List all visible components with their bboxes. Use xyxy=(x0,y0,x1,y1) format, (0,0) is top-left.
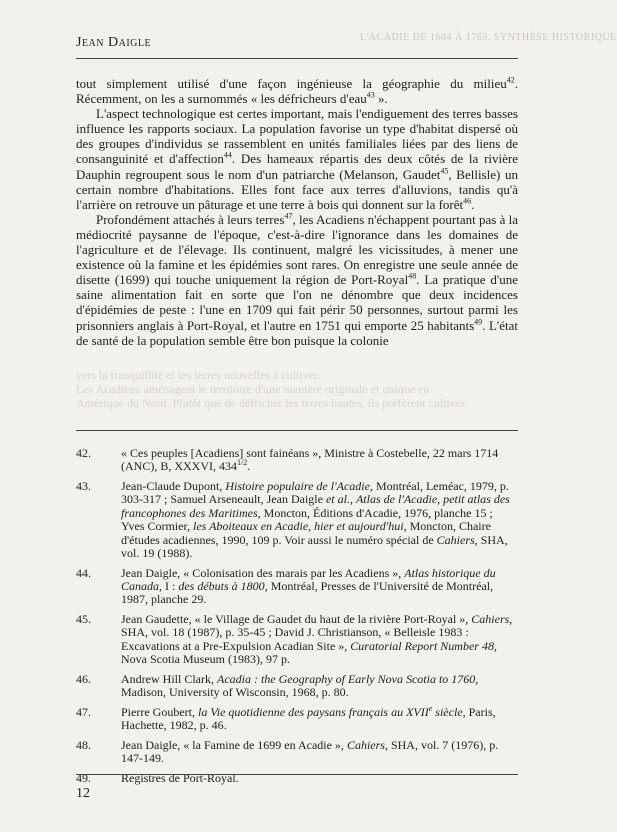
main-text xyxy=(76,76,518,348)
footnote-number: 43. xyxy=(76,479,91,493)
text-run: . La pratique d'une saine alimentation fait en sorte que l'on ne dénombre que deux incidences d'épidémies de peste : l'une en 1709 qui fait périr 50 personnes, surtout parmi les prisonniers anglais à Port-Royal, et l'autre en 1751 qui emporte 25 habitants xyxy=(76,272,518,333)
footnote-ref: 47 xyxy=(284,211,293,221)
superscript: 1/2 xyxy=(237,458,248,468)
footer-rule xyxy=(76,774,518,775)
text-run: « Ces peuples [Acadiens] sont fainéans », Ministre à Costebelle, 22 mars 1714 (ANC), B, XXXVI, 434 xyxy=(121,446,499,474)
text-run: Acadia : the Geography of Early Nova Scotia to 1760 xyxy=(216,671,476,686)
running-head: Jean Daigle xyxy=(76,35,152,50)
text-run: les Aboiteaux en Acadie, hier et aujourd'hui xyxy=(192,519,404,534)
text-run: et al. xyxy=(325,492,350,507)
paragraph-1 xyxy=(76,76,518,106)
text-run: , Bellisle) un certain nombre d'habitations. Elles font face aux terres d'alluvions, tandis qu'à l'arrière on retrouve un pâturage et une terre à bois qui donnent sur la forêt xyxy=(76,166,519,212)
footnote-ref: 46 xyxy=(463,196,472,206)
text-run: , Madison, University of Wisconsin, 1968, p. 80. xyxy=(121,671,479,700)
text-run: Jean-Claude Dupont, xyxy=(121,479,226,493)
superscript: e xyxy=(428,703,433,713)
text-run: Pierre Goubert, xyxy=(121,704,198,719)
footnote-text xyxy=(121,447,518,474)
text-run: siècle xyxy=(432,704,463,719)
footnote-item xyxy=(76,703,518,733)
text-run: Jean Daigle, « la Famine de 1699 en Acadie », xyxy=(121,737,347,752)
text-run: , Paris, Hachette, 1982, p. 46. xyxy=(121,704,496,733)
paragraph-3 xyxy=(76,212,518,348)
footnote-text xyxy=(121,480,518,560)
footnote-text xyxy=(121,567,518,607)
footnote-ref: 45 xyxy=(440,166,449,176)
footnote-text xyxy=(121,613,518,667)
text-run: , Moncton, Chaire d'études acadiennes, 1990, 109 p. Voir aussi le numéro spécial de xyxy=(121,519,491,547)
text-run: Andrew Hill Clark, xyxy=(121,671,217,686)
footnote-text xyxy=(121,673,518,700)
paragraph-2 xyxy=(76,106,518,212)
text-run: , SHA, vol. 19 (1988). xyxy=(121,532,508,561)
bleed-line: Amérique du Nord. Plutôt que de défricher les terres hautes, ils préfèrent cultiver xyxy=(76,396,466,410)
text-run: Atlas de l'Acadie, petit atlas des francophones des Maritimes xyxy=(121,492,510,520)
footnote-item xyxy=(76,613,518,667)
text-run: ». xyxy=(374,91,388,107)
footnote-ref: 48 xyxy=(408,271,417,281)
footnote-number: 42. xyxy=(76,446,91,460)
footnote-ref: 43 xyxy=(366,90,375,100)
footnote-number: 45. xyxy=(76,612,91,627)
text-run: , Nova Scotia Museum (1983), 97 p. xyxy=(121,638,497,667)
text-run: . xyxy=(471,196,475,212)
bleed-line: Les Acadiens aménagent le territoire d'une manière originale et unique en xyxy=(76,382,430,396)
footnote-number: 48. xyxy=(76,737,91,752)
bleed-through-lines xyxy=(76,368,518,414)
text-run: Jean Gaudette, « le Village de Gaudet du haut de la rivière Port-Royal », xyxy=(121,612,472,627)
header-rule xyxy=(76,58,518,59)
footnote-ref: 44 xyxy=(223,151,232,161)
footnote-number: 49. xyxy=(76,770,91,785)
footnotes-rule xyxy=(76,430,518,431)
text-run: L'aspect technologique est certes important, mais l'endiguement des terres basses influence les rapports sociaux. La population favorise un type d'habitat dispersé où des groupes d'individus se rassemblent en unités familiales liées par des liens de consanguinité et d'affection xyxy=(76,106,518,167)
text-run: Histoire populaire de l'Acadie xyxy=(225,479,370,493)
text-run: . Récemment, on les a surnommés « les défricheurs d'eau xyxy=(76,76,518,107)
footnote-text xyxy=(121,739,518,766)
text-run: , Moncton, Éditions d'Acadie, 1976, planche 15 ; Yves Cormier, xyxy=(121,505,493,534)
text-run: , SHA, vol. 18 (1987), p. 35-45 ; David J. Christianson, « Belleisle 1983 : Excavations at a Pre-Expulsion Acadian Site », xyxy=(121,612,513,653)
text-run: . Des hameaux répartis des deux côtés de la rivière Dauphin regroupent sous le nom d'un patriarche (Melanson, Gaudet xyxy=(76,151,518,182)
text-run: , Montréal, Leméac, 1979, p. 303-317 ; Samuel Arseneault, Jean Daigle xyxy=(121,479,509,507)
footnote-text xyxy=(121,703,518,733)
footnotes xyxy=(76,447,518,791)
footnote-number: 44. xyxy=(76,565,91,580)
page-number: 12 xyxy=(76,786,90,801)
footnote-item xyxy=(76,673,518,700)
text-run: , I : xyxy=(159,579,179,594)
bleed-through-text: L'ACADIE DE 1604 À 1763. SYNTHÈSE HISTORIQUE xyxy=(360,32,617,43)
text-run: , SHA, vol. 7 (1976), p. 147-149. xyxy=(121,737,499,766)
text-run: tout simplement utilisé d'une façon ingénieuse la géographie du milieu xyxy=(76,76,507,91)
footnote-number: 46. xyxy=(76,671,91,686)
footnote-item xyxy=(76,447,518,474)
text-run: Jean Daigle, « Colonisation des marais par les Acadiens », xyxy=(121,565,405,580)
text-run: la Vie quotidienne des paysans français au XVII xyxy=(197,704,429,719)
text-run: . xyxy=(247,459,251,474)
text-run: . L'état de santé de la population semble être bon puisque la colonie xyxy=(76,317,518,348)
text-run: , Montréal, Presses de l'Université de Montréal, 1987, planche 29. xyxy=(121,579,494,607)
footnote-ref: 42 xyxy=(506,75,515,85)
text-run: Cahiers xyxy=(436,532,475,547)
text-run: Profondément attachés à leurs terres xyxy=(96,211,285,227)
footnote-item xyxy=(76,480,518,560)
bleed-line: vers la tranquillité et les terres nouvelles à cultiver. xyxy=(76,368,321,382)
text-run: , les Acadiens n'échappent pourtant pas à la médiocrité paysanne de l'époque, c'est-à-dire l'ignorance dans les domaines de l'agriculture et de l'élevage. Ils continuent, malgré les vicissitudes, à mener une existence où la famine et les épidémies sont rares. On enregistre une seule année de disette (1699) qui touche uniquement la région de Port-Royal xyxy=(76,211,518,288)
footnote-ref: 49 xyxy=(474,317,483,327)
footnote-number: 47. xyxy=(76,704,91,719)
footnote-item xyxy=(76,739,518,766)
text-run: Atlas historique du Canada xyxy=(121,565,496,594)
text-run: , xyxy=(349,492,356,507)
footnote-item xyxy=(76,567,518,607)
text-run: Cahiers xyxy=(471,612,510,627)
text-run: Registres de Port-Royal. xyxy=(121,770,239,785)
text-run: des débuts à 1800 xyxy=(178,579,265,594)
text-run: Cahiers xyxy=(346,737,385,752)
text-run: Curatorial Report Number 48 xyxy=(350,638,494,653)
